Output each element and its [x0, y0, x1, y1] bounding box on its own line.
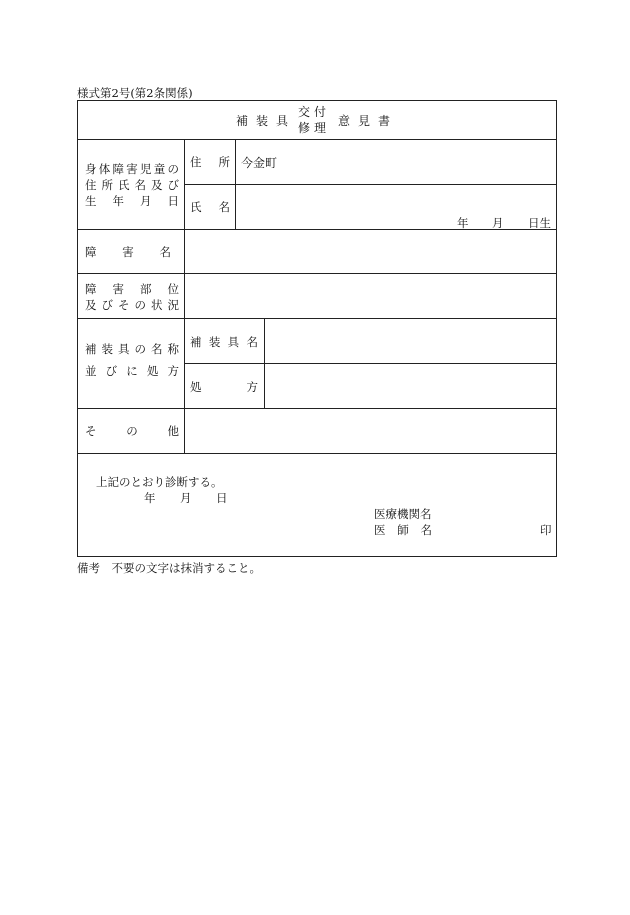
row-divider [78, 273, 556, 274]
device-name-label: 補 装 具 名 [190, 335, 258, 349]
column-divider [235, 139, 236, 229]
column-divider [264, 318, 265, 408]
subject-label-line: 生 年 月 日 [85, 194, 179, 208]
row-divider [78, 229, 556, 230]
doctor-label: 医 師 名 [374, 523, 432, 537]
row-divider [78, 408, 556, 409]
row-divider [184, 363, 556, 364]
diagnosis-month-label: 月 [180, 491, 192, 505]
disability-site-label-line: 障 害 部 位 [85, 282, 179, 296]
disability-site-label-line: 及 び そ の 状 況 [85, 298, 179, 312]
diagnosis-statement: 上記のとおり診断する。 [96, 475, 223, 489]
row-divider [184, 184, 556, 185]
diagnosis-year-label: 年 [144, 491, 156, 505]
seal-mark: 印 [540, 523, 552, 537]
subject-label-line: 住 所 氏 名 及 び [85, 178, 179, 192]
title-prefix: 補装具 [235, 113, 296, 128]
device-label-line: 補 装 具 の 名 称 [85, 342, 179, 356]
title-suffix: 意見書 [338, 113, 399, 128]
column-divider [184, 139, 185, 453]
opinion-form-table [77, 100, 557, 557]
title-choice-issue: 交付 [297, 105, 330, 119]
name-label: 氏 名 [190, 200, 230, 214]
birth-day-label: 日生 [528, 216, 551, 230]
birth-month-label: 月 [492, 216, 504, 230]
form-number: 様式第2号(第2条関係) [77, 86, 193, 100]
row-divider [78, 139, 556, 140]
row-divider [78, 318, 556, 319]
title-choice [298, 104, 330, 136]
row-divider [78, 453, 556, 454]
other-label: そ の 他 [85, 424, 179, 438]
disability-name-label: 障 害 名 [85, 245, 171, 259]
address-label: 住 所 [190, 155, 230, 169]
birth-year-label: 年 [457, 216, 469, 230]
form-title [78, 101, 556, 139]
diagnosis-day-label: 日 [216, 491, 228, 505]
device-label-line: 並 び に 処 方 [85, 364, 179, 378]
address-value[interactable]: 今金町 [241, 156, 278, 170]
institution-label: 医療機関名 [374, 507, 432, 521]
prescription-label: 処 方 [190, 380, 258, 394]
subject-label-line: 身 体 障 害 児 童 の [85, 162, 179, 176]
footnote: 備考 不要の文字は抹消すること。 [77, 561, 261, 575]
title-choice-repair: 修理 [297, 121, 330, 135]
